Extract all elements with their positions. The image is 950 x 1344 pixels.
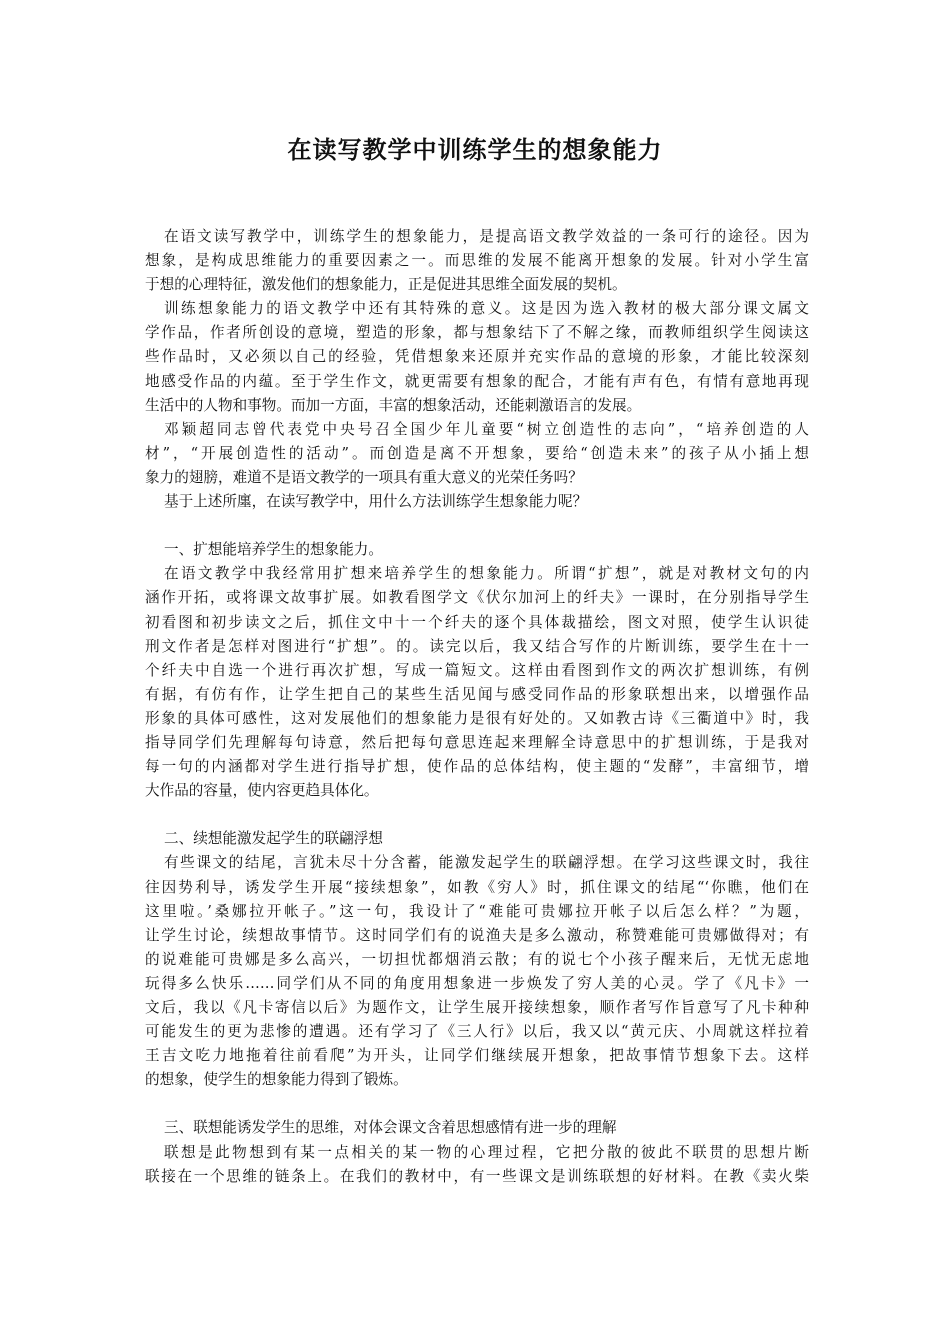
text-line: 地感受作品的内蕴。至于学生作文，就更需要有想象的配合，才能有声有色，有情有意地再现: [145, 372, 809, 390]
text-line: 生活中的人物和事物。而加一方面，丰富的想象活动，还能刺激语言的发展。: [145, 396, 642, 414]
text-line: 邓颖超同志曾代表党中央号召全国少年儿童要“树立创造性的志向”，“培养创造的人: [164, 420, 809, 438]
text-line: 的说难能可贵娜是多么高兴，一切担忧都烟消云散；有的说七个小孩子醒来后，无忧无虑地: [145, 950, 809, 968]
text-line: 可能发生的更为悲惨的遭遇。还有学习了《三人行》以后，我又以“黄元庆、小周就这样拉着: [145, 1023, 809, 1041]
section-heading: [145, 827, 809, 851]
text-line: 象力的翅膀，难道不是语文教学的一项具有重大意义的光荣任务吗？: [145, 468, 583, 486]
text-line: 联想是此物想到有某一点相关的某一物的心理过程，它把分散的彼此不联贯的思想片断: [164, 1143, 809, 1161]
text-line: 些作品时，又必须以自己的经验，凭借想象来还原并充实作品的意境的形象，才能比较深刻: [145, 348, 809, 366]
text-line: 学作品，作者所创设的意境，塑造的形象，都与想象结下了不解之缘，而教师组织学生阅读这: [145, 324, 809, 342]
text-line: 让学生讨论，续想故事情节。这时同学们有的说渔夫是多么激动，称赞难能可贵娜做得对；有: [145, 926, 809, 944]
text-line: 于想的心理特征，激发他们的想象能力，正是促进其思维全面发展的契机。: [145, 276, 627, 294]
text-line: 刑文作者是怎样对图进行“扩想”。的。读完以后，我又结合写作的片断训练，要学生在十一: [145, 637, 809, 655]
text-line: 个纤夫中自选一个进行再次扩想，写成一篇短文。这样由看图到作文的两次扩想训练，有例: [145, 661, 809, 679]
text-line: 材”，“开展创造性的活动”。而创造是离不开想象，要给“创造未来”的孩子从小插上想: [145, 444, 809, 462]
paragraph: [145, 562, 809, 803]
paragraph: [145, 418, 809, 490]
blank-line: [145, 514, 809, 538]
text-line: 联接在一个思维的链条上。在我们的教材中，有一些课文是训练联想的好材料。在教《卖火柴: [145, 1167, 809, 1185]
paragraph: [145, 1141, 809, 1189]
paragraph: [145, 297, 809, 417]
section-heading: [145, 538, 809, 562]
text-line: 想象，是构成思维能力的重要因素之一。而思维的发展不能离开想象的发展。针对小学生富: [145, 252, 809, 270]
text-line: 在语文读写教学中，训练学生的想象能力，是提高语文教学效益的一条可行的途径。因为: [164, 228, 809, 245]
text-line: 三、联想能诱发学生的思维，对体会课文含着思想感情有进一步的理解: [164, 1119, 617, 1137]
text-line: 在语文教学中我经常用扩想来培养学生的想象能力。所谓“扩想”，就是对教材文句的内: [164, 565, 809, 583]
text-line: 有据，有仿有作，让学生把自己的某些生活见闻与感受同作品的形象联想出来，以增强作品: [145, 685, 809, 703]
text-line: 一、扩想能培养学生的想象能力。: [164, 541, 383, 559]
text-line: 指导同学们先理解每句诗意，然后把每句意思连起来理解全诗意思中的扩想训练，于是我对: [145, 733, 809, 751]
text-line: 形象的具体可感性，这对发展他们的想象能力是很有好处的。又如教古诗《三衢道中》时，我: [145, 709, 809, 727]
document-title: 在读写教学中训练学生的想象能力: [287, 136, 663, 164]
text-line: 涵作开拓，或将课文故事扩展。如教看图学文《伏尔加河上的纤夫》一课时，在分别指导学生: [145, 589, 809, 607]
text-line: 基于上述所廛，在读写教学中，用什么方法训练学生想象能力呢？: [164, 493, 588, 511]
paragraph: [145, 490, 809, 514]
paragraph: [145, 851, 809, 1092]
text-line: 的想象，使学生的想象能力得到了锻炼。: [145, 1071, 408, 1089]
text-line: 初看图和初步读文之后，抓住文中十一个纤夫的逐个具体裁描绘，图文对照，使学生认识徒: [145, 613, 809, 631]
text-line: 大作品的容量，使内容更趋具体化。: [145, 782, 379, 800]
text-line: 训练想象能力的语文教学中还有其特殊的意义。这是因为选入教材的极大部分课文属文: [164, 300, 809, 318]
paragraph: [145, 225, 809, 297]
text-line: 有些课文的结尾，言犹未尽十分含蓄，能激发起学生的联翩浮想。在学习这些课文时，我往: [164, 854, 809, 872]
text-line: 二、续想能激发起学生的联翩浮想: [164, 830, 383, 848]
document-body: [145, 225, 809, 1189]
text-line: 玩得多么快乐……同学们从不同的角度用想象进一步焕发了穷人美的心灵。学了《凡卡》一: [145, 974, 809, 992]
section-heading: [145, 1116, 809, 1140]
text-line: 这里啦。’桑娜拉开帐子。”这一句，我设计了“难能可贵娜拉开帐子以后怎么样？”为题，: [145, 902, 809, 920]
blank-line: [145, 1092, 809, 1116]
text-line: 往因势利导，诱发学生开展“接续想象”，如教《穷人》时，抓住课文的结尾“‘你瞧，他们在: [145, 878, 809, 896]
blank-line: [145, 803, 809, 827]
text-line: 每一句的内涵都对学生进行指导扩想，使作品的总体结构，使主题的“发酵”，丰富细节，增: [145, 758, 809, 776]
text-line: 文后，我以《凡卡寄信以后》为题作文，让学生展开接续想象，顺作者写作旨意写了凡卡种种: [145, 999, 809, 1016]
text-line: 王吉文吃力地拖着往前看爬”为开头，让同学们继续展开想象，把故事情节想象下去。这样: [145, 1047, 809, 1065]
